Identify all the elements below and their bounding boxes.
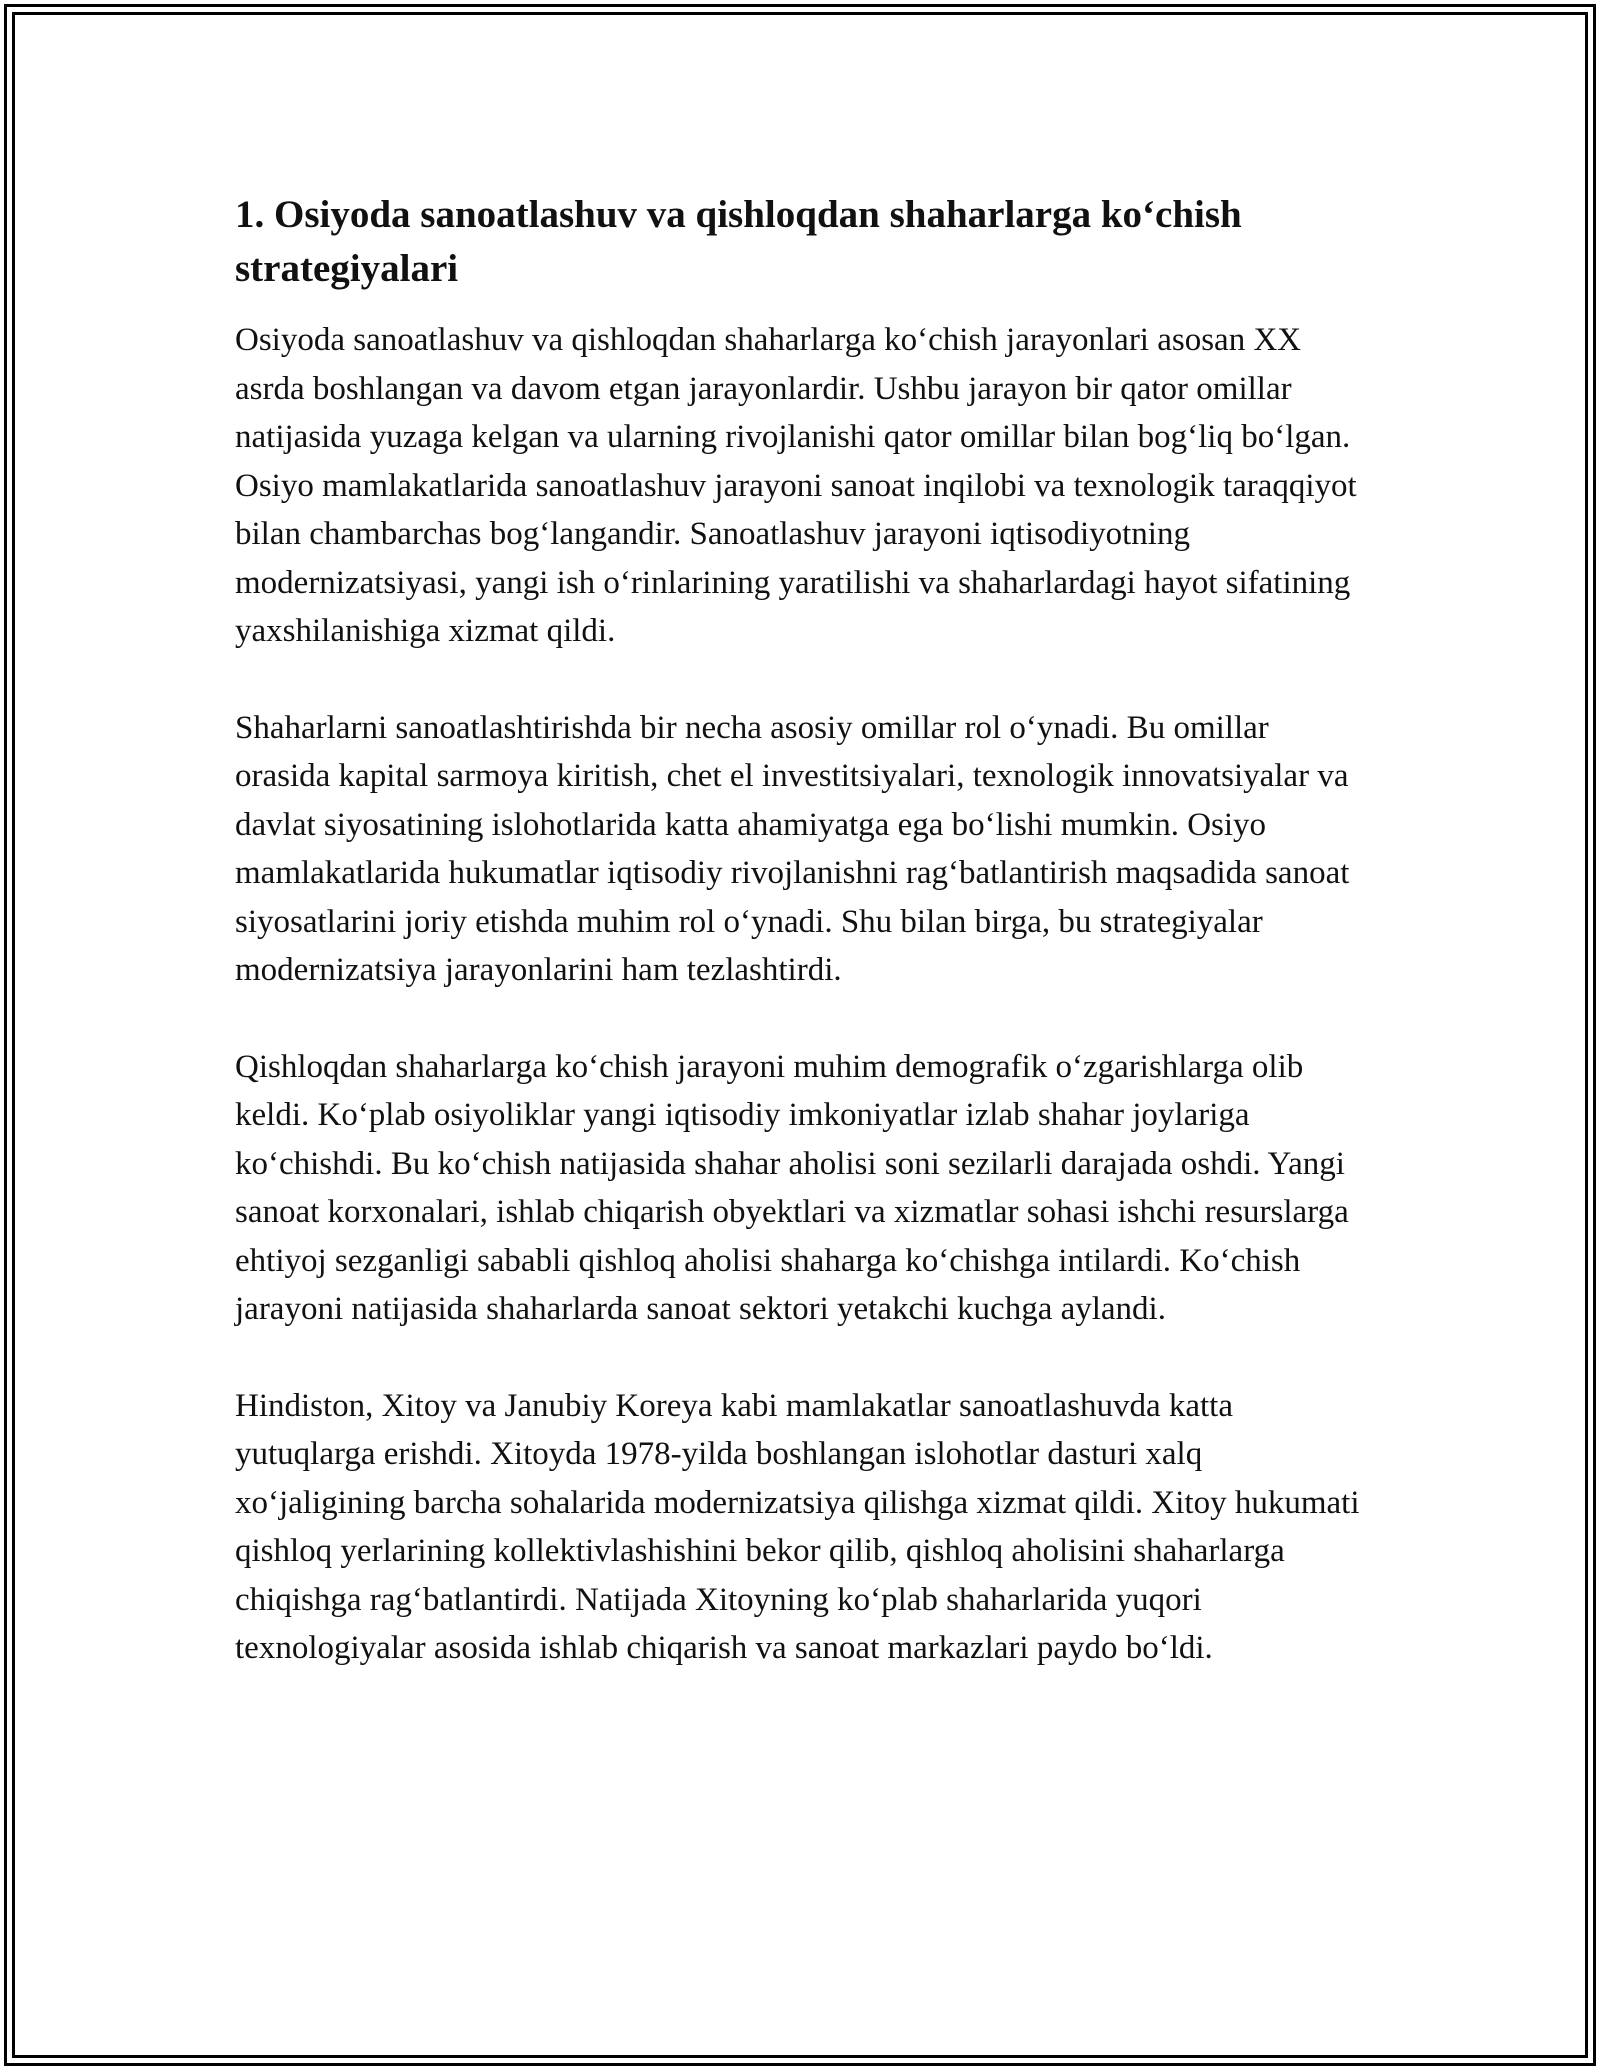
paragraph-2: Shaharlarni sanoatlashtirishda bir necha asosiy omillar rol o‘ynadi. Bu omillar orasida kapital sarmoya kiritish, chet el investitsiyalari, texnologik innovatsiyalar va davlat siyosatining islohotlarida katta ahamiyatga ega bo‘lishi mumkin. Osiyo mamlakatlarida hukumatlar iqtisodiy rivojlanishni rag‘batlantirish maqsadida sanoat siyosatlarini joriy etishda muhim rol o‘ynadi. Shu bilan birga, bu strategiyalar modernizatsiya jarayonlarini ham tezlashtirdi. [235, 709, 1350, 988]
document-body [235, 188, 1365, 1721]
paragraph-4: Hindiston, Xitoy va Janubiy Koreya kabi mamlakatlar sanoatlashuvda katta yutuqlarga erishdi. Xitoyda 1978-yilda boshlangan islohotlar dasturi xalq xo‘jaligining barcha sohalarida modernizatsiya qilishga xizmat qildi. Xitoy hukumati qishloq yerlarining kollektivlashishini bekor qilib, qishloq aholisini shaharlarga chiqishga rag‘batlantirdi. Natijada Xitoyning ko‘plab shaharlarida yuqori texnologiyalar asosida ishlab chiqarish va sanoat markazlari paydo bo‘ldi. [235, 1387, 1360, 1666]
paragraph-3: Qishloqdan shaharlarga ko‘chish jarayoni muhim demografik o‘zgarishlarga olib keldi. Ko‘plab osiyoliklar yangi iqtisodiy imkoniyatlar izlab shahar joylariga ko‘chishdi. Bu ko‘chish natijasida shahar aholisi soni sezilarli darajada oshdi. Yangi sanoat korxonalari, ishlab chiqarish obyektlari va xizmatlar sohasi ishchi resurslarga ehtiyoj sezganligi sababli qishloq aholisi shaharga ko‘chishga intilardi. Ko‘chish jarayoni natijasida shaharlarda sanoat sektori yetakchi kuchga aylandi. [235, 1048, 1349, 1327]
section-heading: 1. Osiyoda sanoatlashuv va qishloqdan shaharlarga ko‘chish strategiyalari [235, 193, 1242, 290]
paragraph-1: Osiyoda sanoatlashuv va qishloqdan shaharlarga ko‘chish jarayonlari asosan XX asrda boshlangan va davom etgan jarayonlardir. Ushbu jarayon bir qator omillar natijasida yuzaga kelgan va ularning rivojlanishi qator omillar bilan bog‘liq bo‘lgan. Osiyo mamlakatlarida sanoatlashuv jarayoni sanoat inqilobi va texnologik taraqqiyot bilan chambarchas bog‘langandir. Sanoatlashuv jarayoni iqtisodiyotning modernizatsiyasi, yangi ish o‘rinlarining yaratilishi va shaharlardagi hayot sifatining yaxshilanishiga xizmat qildi. [235, 322, 1357, 649]
